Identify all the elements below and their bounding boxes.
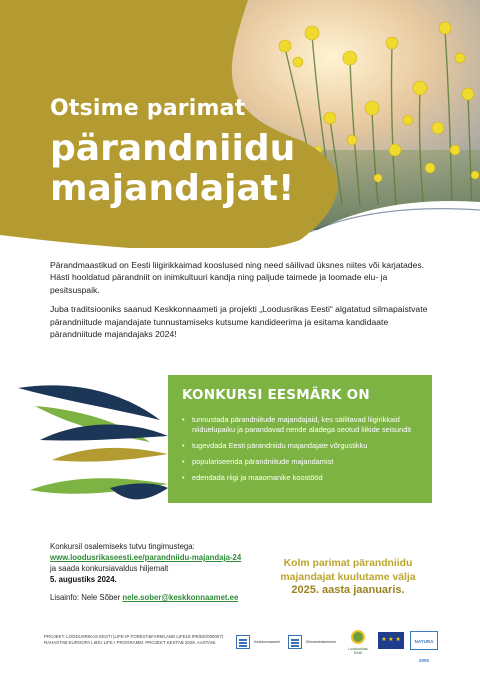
footer-project-text: [44, 634, 234, 646]
intro-paragraph-1: Pärandmaastikud on Eesti liigirikkaimad kooslused ning need säilivad üksnes niites või karjatades. Hästi hooldatud pärandniit on inimkultuuri kandja ning paljude taimede ja loomade elu- ja pesitsuspaik.: [50, 260, 425, 295]
goals-title: KONKURSI EESMÄRK ON: [182, 387, 370, 403]
contact-deadline: 5. augustiks 2024.: [50, 575, 117, 584]
intro-paragraph-2: Juba traditsiooniks saanud Keskkonnaameti ja projekti „Loodusrikas Eesti“ algatatud silmapaistvate pärandniitude majandajate tunnustamiseks kutsume kandideerima ja esitama kandidaate pärandniitude majandajaks 2024!: [50, 304, 428, 340]
goals-panel: [168, 375, 432, 503]
hero-banner: [0, 0, 480, 248]
footer: [44, 630, 444, 663]
hero-title: [50, 96, 310, 209]
footer-text-line2: RAHASTAB EUROOPA LIIDU LIFE I PROGRAMM. PROJEKT KESTAB 2029. AASTANI.: [44, 640, 217, 645]
kliimaministeerium-logo: [288, 632, 344, 654]
kliimaministeerium-logo-text: Kliimaministeerium: [306, 640, 337, 644]
hero-title-line2: pärandniidu: [50, 128, 296, 169]
loodusrikas-eesti-logo: [344, 630, 372, 656]
coat-of-arms-icon: [236, 635, 250, 649]
announcement: [262, 557, 434, 598]
loodusrikas-eesti-logo-text: Loodusrikas Eesti: [348, 647, 368, 655]
hero-title-line3: majandajat!: [50, 168, 295, 209]
goals-list: [182, 415, 426, 489]
eu-flag-logo: ★ ★ ★: [378, 632, 404, 649]
contact-block: [50, 541, 270, 603]
goal-item: • edendada riigi ja maaomanike koostööd: [182, 473, 426, 483]
keskkonnaamet-logo: [236, 632, 288, 654]
rules-link[interactable]: www.loodusrikaseesti.ee/parandniidu-majandaja-24: [50, 553, 242, 562]
announcement-line3: 2025. aasta jaanuaris.: [291, 584, 405, 597]
sun-circle-icon: [351, 630, 365, 644]
keskkonnaamet-logo-text: Keskkonnaamet: [254, 640, 280, 644]
footer-text-line1: PROJEKT: LOODUSRIKAS EESTI (LIFE-IP FOREST&FARMLAND LIFE18 IPE/EE/000007): [44, 634, 224, 639]
intro-text: [50, 259, 434, 347]
natura-2000-logo: NATURA 2000: [410, 631, 438, 650]
coat-of-arms-icon: [288, 635, 302, 649]
goal-item: • tunnustada pärandniitude majandajaid, kes säilitavad liigirikkaid niiduelupaiku ja parandavad nende aladega seotud liikide seisundit: [182, 415, 426, 435]
contact-deadline-intro: ja saada konkursiavaldus hiljemalt: [50, 564, 169, 573]
announcement-line2: majandajat kuulutame välja: [280, 571, 416, 583]
contact-info: [50, 592, 270, 603]
goal-item: • populariseerida pärandniitude majandamist: [182, 457, 426, 467]
contact-info-label: Lisainfo: Nele Sõber: [50, 593, 121, 602]
contact-email-link[interactable]: nele.sober@keskkonnaamet.ee: [122, 593, 239, 602]
announcement-line1: Kolm parimat pärandniidu: [283, 558, 413, 569]
hero-title-line1: Otsime parimat: [50, 96, 246, 121]
goal-item: • tugevdada Eesti pärandniidu majandajate võrgustikku: [182, 441, 426, 451]
contact-intro: Konkursil osalemiseks tutvu tingimustega:: [50, 542, 195, 551]
